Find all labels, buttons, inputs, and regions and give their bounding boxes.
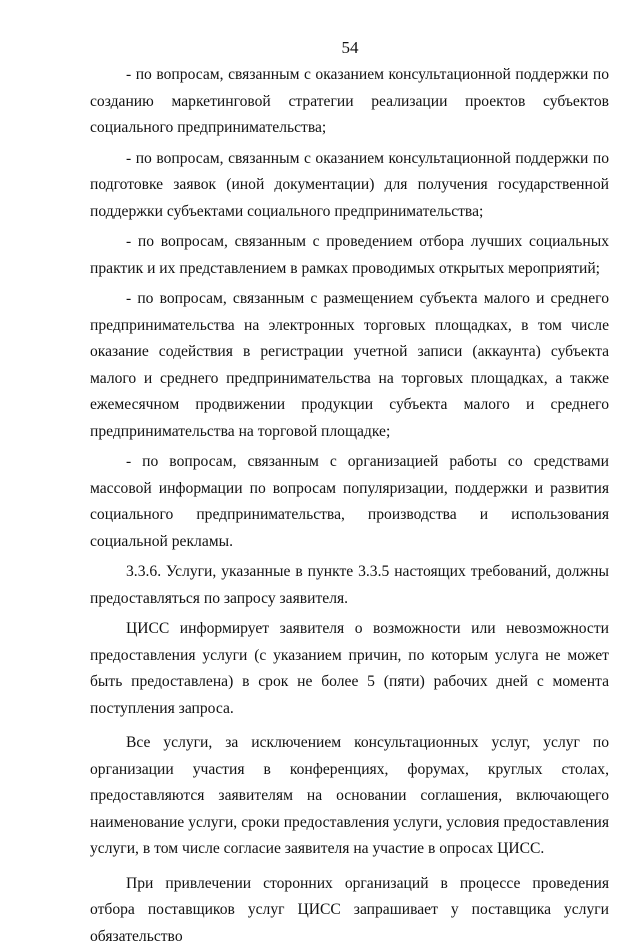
paragraph-clause-3-3-6: 3.3.6. Услуги, указанные в пункте 3.3.5 настоящих требований, должны предоставляться по запросу заявителя. [90, 559, 609, 612]
paragraph-electronic-trading: - по вопросам, связанным с размещением субъекта малого и среднего предпринимательства на электронных торговых площадках, в том числе оказание содействия в регистрации учетной записи (аккаунта) субъекта малого и среднего предпринимательства на торговых площадках, а также ежемесячном продвижении продукции субъекта малого и среднего предпринимательства на торговой площадке; [90, 286, 609, 445]
paragraph-third-party: При привлечении сторонних организаций в процессе проведения отбора поставщиков услуг ЦИСС запрашивает у поставщика услуги обязательство [90, 871, 609, 950]
paragraph-all-services: Все услуги, за исключением консультационных услуг, услуг по организации участия в конференциях, форумах, круглых столах, предоставляются заявителям на основании соглашения, включающего наименование услуги, сроки предоставления услуги, условия предоставления услуги, в том числе согласие заявителя на участие в опросах ЦИСС. [90, 730, 609, 863]
paragraph-ciss-informs: ЦИСС информирует заявителя о возможности или невозможности предоставления услуги (с указанием причин, по которым услуга не может быть предоставлена) в срок не более 5 (пяти) рабочих дней с момента поступления запроса. [90, 616, 609, 722]
document-body [90, 62, 609, 950]
page-number: 54 [0, 38, 640, 58]
paragraph-mass-media: - по вопросам, связанным с организацией работы со средствами массовой информации по вопросам популяризации, поддержки и развития социального предпринимательства, производства и использования социальной рекламы. [90, 449, 609, 555]
paragraph-application-preparation: - по вопросам, связанным с оказанием консультационной поддержки по подготовке заявок (иной документации) для получения государственной поддержки субъектами социального предпринимательства; [90, 146, 609, 226]
paragraph-marketing-strategy: - по вопросам, связанным с оказанием консультационной поддержки по созданию маркетинговой стратегии реализации проектов субъектов социального предпринимательства; [90, 62, 609, 142]
paragraph-best-practices: - по вопросам, связанным с проведением отбора лучших социальных практик и их представлением в рамках проводимых открытых мероприятий; [90, 229, 609, 282]
